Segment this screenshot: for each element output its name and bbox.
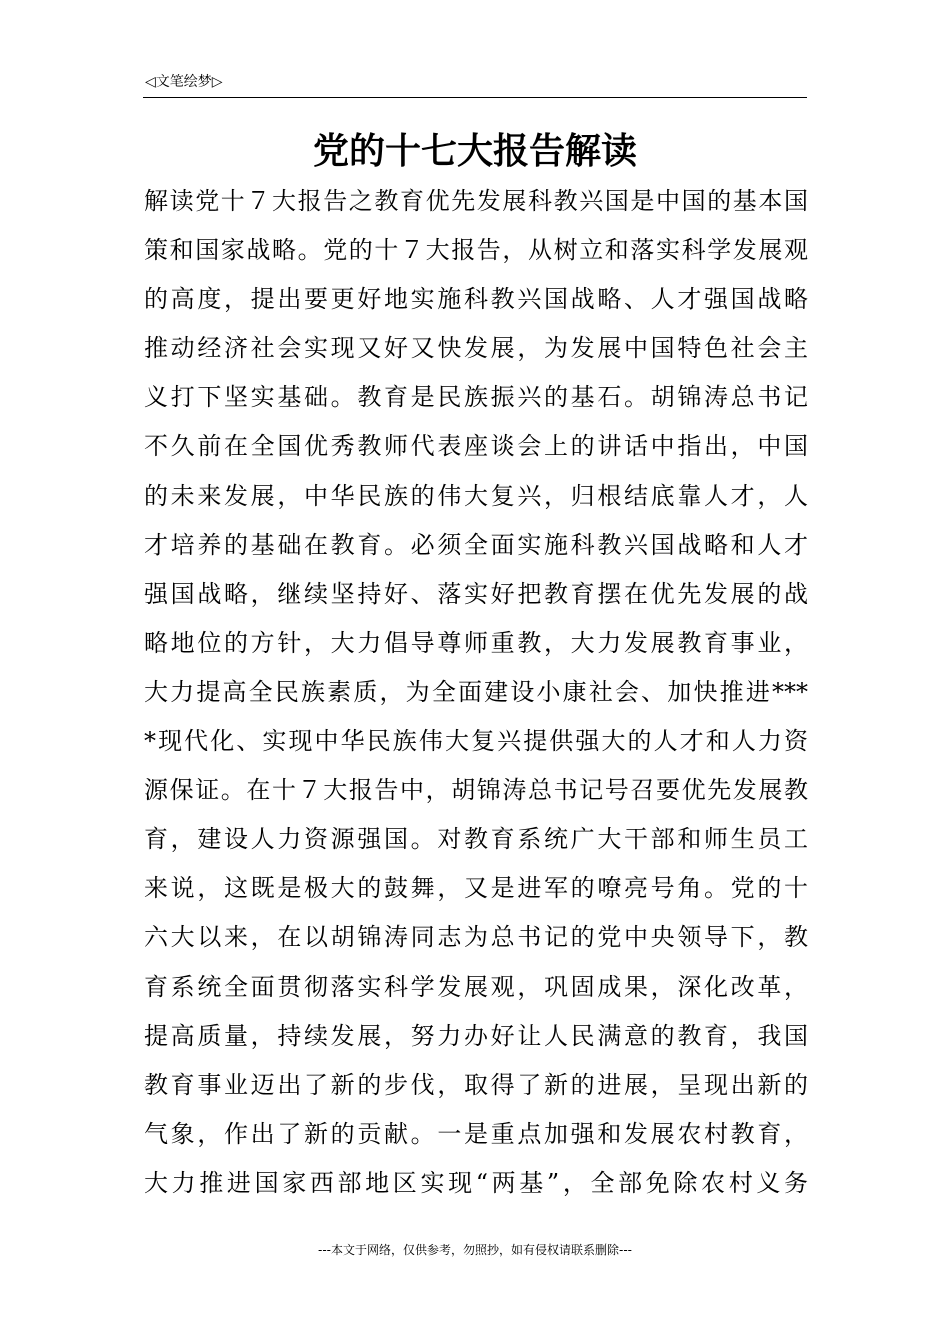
body-line: 略地位的方针，大力倡导尊师重教，大力发展教育事业，: [144, 628, 808, 657]
page-header: ◁文笔绘梦▷: [145, 74, 223, 90]
body-line: 的高度，提出要更好地实施科教兴国战略、人才强国战略: [144, 285, 808, 314]
body-line: 解读党十７大报告之教育优先发展科教兴国是中国的基本国: [144, 187, 808, 215]
body-line: 策和国家战略。党的十７大报告，从树立和落实科学发展观: [144, 236, 808, 265]
body-line: 义打下坚实基础。教育是民族振兴的基石。胡锦涛总书记: [144, 383, 808, 412]
body-line: 推动经济社会实现又好又快发展，为发展中国特色社会主: [144, 334, 808, 363]
body-line: 来说，这既是极大的鼓舞，又是进军的嘹亮号角。党的十: [144, 874, 808, 903]
body-line: 育，建设人力资源强国。对教育系统广大干部和师生员工: [144, 825, 808, 854]
body-line: *现代化、实现中华民族伟大复兴提供强大的人才和人力资: [144, 727, 808, 756]
body-line: 大力提高全民族素质，为全面建设小康社会、加快推进***: [144, 677, 808, 706]
body-line: 育系统全面贯彻落实科学发展观，巩固成果，深化改革，: [144, 972, 808, 1001]
body-line: 教育事业迈出了新的步伐，取得了新的进展，呈现出新的: [144, 1070, 808, 1099]
document-body: [144, 177, 808, 1208]
page-footer: ---本文于网络，仅供参考，勿照抄，如有侵权请联系删除---: [318, 1243, 632, 1257]
header-divider: [143, 97, 807, 98]
body-line: 强国战略，继续坚持好、落实好把教育摆在优先发展的战: [144, 579, 808, 608]
body-line: 气象，作出了新的贡献。一是重点加强和发展农村教育，: [144, 1119, 808, 1148]
body-line: 才培养的基础在教育。必须全面实施科教兴国战略和人才: [144, 530, 808, 559]
body-line: 不久前在全国优秀教师代表座谈会上的讲话中指出，中国: [144, 432, 808, 461]
body-line: 的未来发展，中华民族的伟大复兴，归根结底靠人才，人: [144, 481, 808, 510]
body-line: 大力推进国家西部地区实现“两基”，全部免除农村义务: [144, 1168, 808, 1197]
body-line: 六大以来，在以胡锦涛同志为总书记的党中央领导下，教: [144, 923, 808, 952]
body-line: 提高质量，持续发展，努力办好让人民满意的教育，我国: [144, 1021, 808, 1050]
document-title: 党的十七大报告解读: [312, 131, 637, 172]
body-line: 源保证。在十７大报告中，胡锦涛总书记号召要优先发展教: [144, 776, 808, 805]
